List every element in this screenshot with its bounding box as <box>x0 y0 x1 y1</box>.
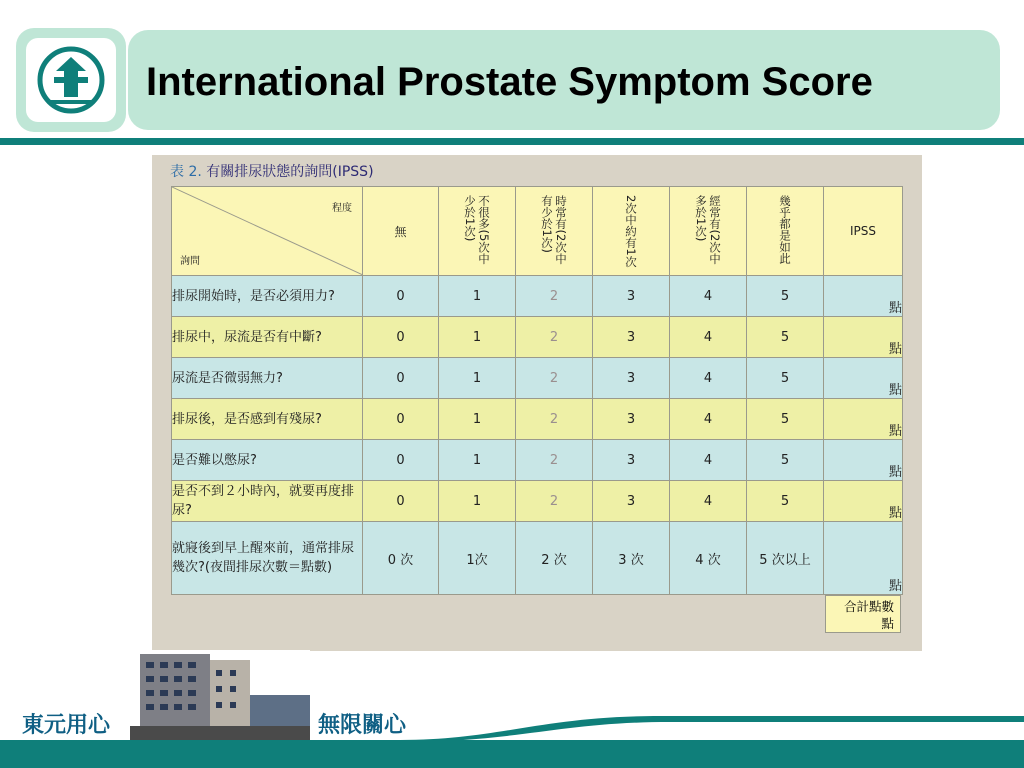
corner-question-label: 詢問 <box>180 256 200 267</box>
total-label: 合計點數 <box>843 599 894 614</box>
score-cell: 0 <box>363 440 439 481</box>
score-cell: 3 <box>593 440 670 481</box>
score-cell: 4 次 <box>670 522 747 595</box>
ipss-point-cell: 點 <box>824 522 903 595</box>
title-banner <box>128 30 1000 130</box>
question-cell: 是否難以憋尿? <box>172 440 363 481</box>
score-cell: 4 <box>670 399 747 440</box>
ipss-table <box>171 186 903 595</box>
slogan-right: 無限關心 <box>318 713 407 738</box>
footer-wave-decoration <box>400 712 1024 742</box>
total-unit: 點 <box>881 616 894 631</box>
score-cell: 3 <box>593 481 670 522</box>
score-cell: 5 <box>747 481 824 522</box>
table-row <box>172 358 903 399</box>
header-divider <box>0 138 1024 145</box>
caption-text: 有關排尿狀態的詢問(IPSS) <box>206 164 374 180</box>
ipss-point-cell: 點 <box>824 358 903 399</box>
table-caption <box>170 161 374 181</box>
score-cell: 1 <box>439 481 516 522</box>
score-cell: 5 <box>747 358 824 399</box>
score-cell: 2 <box>516 481 593 522</box>
score-cell: 4 <box>670 440 747 481</box>
score-cell: 0 <box>363 481 439 522</box>
page-title: International Prostate Symptom Score <box>146 60 873 104</box>
score-cell: 0 <box>363 317 439 358</box>
score-cell: 0 <box>363 276 439 317</box>
table-row <box>172 399 903 440</box>
score-cell: 0 <box>363 399 439 440</box>
score-cell: 3 <box>593 317 670 358</box>
score-cell: 1 <box>439 276 516 317</box>
score-cell: 2 <box>516 276 593 317</box>
score-cell: 5 <box>747 317 824 358</box>
score-cell: 2 次 <box>516 522 593 595</box>
question-cell: 排尿開始時，是否必須用力? <box>172 276 363 317</box>
column-header-ipss: IPSS <box>824 187 903 276</box>
score-cell: 1次 <box>439 522 516 595</box>
score-cell: 1 <box>439 440 516 481</box>
score-cell: 5 次以上 <box>747 522 824 595</box>
score-cell: 1 <box>439 317 516 358</box>
table-header-row <box>172 187 903 276</box>
ipss-point-cell: 點 <box>824 399 903 440</box>
score-cell: 2 <box>516 399 593 440</box>
score-cell: 5 <box>747 276 824 317</box>
score-cell: 4 <box>670 358 747 399</box>
ipss-point-cell: 點 <box>824 317 903 358</box>
column-header: 2次中約有1次 <box>593 187 670 276</box>
question-cell: 排尿後，是否感到有殘尿? <box>172 399 363 440</box>
ipss-point-cell: 點 <box>824 276 903 317</box>
column-header: 無 <box>363 187 439 276</box>
question-cell: 是否不到２小時內，就要再度排尿? <box>172 481 363 522</box>
ipss-point-cell: 點 <box>824 481 903 522</box>
score-cell: 3 <box>593 276 670 317</box>
table-row <box>172 317 903 358</box>
score-cell: 5 <box>747 399 824 440</box>
score-cell: 1 <box>439 358 516 399</box>
score-cell: 2 <box>516 317 593 358</box>
score-cell: 3 次 <box>593 522 670 595</box>
question-cell: 就寢後到早上醒來前，通常排尿幾次?(夜間排尿次數＝點數) <box>172 522 363 595</box>
table-row <box>172 276 903 317</box>
caption-tag: 表 2. <box>170 164 202 180</box>
slogan-left: 東元用心 <box>22 713 111 738</box>
score-cell: 1 <box>439 399 516 440</box>
table-row <box>172 522 903 595</box>
footer-divider <box>0 740 1024 748</box>
column-header: 經常有(2次中多於1次) <box>670 187 747 276</box>
ipss-table-image <box>152 155 922 651</box>
score-cell: 5 <box>747 440 824 481</box>
question-cell: 尿流是否微弱無力? <box>172 358 363 399</box>
footer-band <box>0 748 1024 768</box>
score-cell: 4 <box>670 481 747 522</box>
column-header: 不很多(5次中少於1次) <box>439 187 516 276</box>
score-cell: 0 次 <box>363 522 439 595</box>
ipss-point-cell: 點 <box>824 440 903 481</box>
table-row <box>172 481 903 522</box>
score-cell: 4 <box>670 317 747 358</box>
score-cell: 2 <box>516 358 593 399</box>
corner-cell <box>172 187 363 276</box>
score-cell: 0 <box>363 358 439 399</box>
score-cell: 2 <box>516 440 593 481</box>
table-row <box>172 440 903 481</box>
question-cell: 排尿中，尿流是否有中斷? <box>172 317 363 358</box>
hospital-building-image <box>130 650 310 742</box>
hospital-logo-frame <box>16 28 126 132</box>
corner-degree-label: 程度 <box>332 203 352 214</box>
score-cell: 3 <box>593 399 670 440</box>
score-cell: 3 <box>593 358 670 399</box>
column-header: 幾乎都是如此 <box>747 187 824 276</box>
score-cell: 4 <box>670 276 747 317</box>
total-score-box <box>825 595 901 633</box>
hospital-logo-icon <box>26 38 116 122</box>
column-header: 時常有(2次中有少於1次) <box>516 187 593 276</box>
